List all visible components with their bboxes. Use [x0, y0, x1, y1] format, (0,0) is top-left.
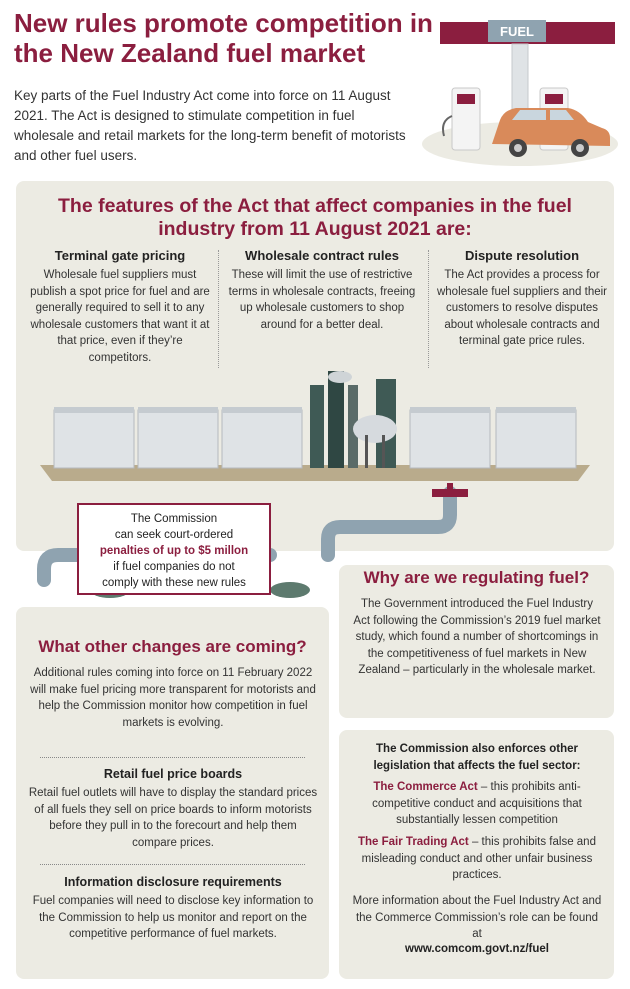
column-divider [428, 250, 429, 368]
shrub [270, 582, 310, 598]
features-heading: The features of the Act that affect companies in the fuel industry from 11 August 2021 are: [58, 195, 572, 240]
column-divider [218, 250, 219, 368]
disclosure-text: Fuel companies will need to disclose key information to the Commission to help us monitor and report on the competitive performance of fuel markets. [32, 895, 314, 940]
page-title: New rules promote competition in the New Zealand fuel market [14, 8, 433, 68]
section-divider [40, 757, 305, 758]
feature-title: Terminal gate pricing [54, 248, 186, 263]
refinery-towers [310, 371, 397, 468]
fair-trading-act-name: The Fair Trading Act [358, 836, 469, 848]
feature-wholesale-contract [226, 248, 418, 333]
feature-text: The Act provides a process for wholesale fuel suppliers and their customers to resolve disputes about wholesale contracts and terminal gate price rules. [436, 269, 608, 347]
why-heading: Why are we regulating fuel? [363, 568, 590, 587]
disclosure-title: Information disclosure requirements [64, 875, 282, 889]
intro-text: Key parts of the Fuel Industry Act come into force on 11 August 2021. The Act is designed to stimulate competition in fuel wholesale and retail markets for the long-term benefit of motorists and other fuel users. [14, 88, 406, 163]
enforce-intro: The Commission also enforces other legislation that affects the fuel sector: [373, 743, 581, 772]
commerce-act-name: The Commerce Act [373, 781, 478, 793]
feature-dispute-resolution [436, 248, 608, 350]
price-boards-text: Retail fuel outlets will have to display the standard prices of all fuels they sell on price boards to inform motorists before they pull in to the forecourt and help them compare prices. [28, 787, 318, 849]
penalty-amount: penalties of up to $5 millon [99, 545, 249, 557]
penalty-callout: The Commission can seek court-ordered penalties of up to $5 millon if fuel companies do not comply with these new rules [77, 503, 271, 595]
feature-title: Wholesale contract rules [245, 248, 399, 263]
feature-title: Dispute resolution [464, 248, 580, 263]
fair-trading-act-text: The Fair Trading Act – this prohibits false and misleading conduct and other unfair business practices. [358, 836, 596, 881]
feature-terminal-gate [30, 248, 210, 366]
why-text: The Government introduced the Fuel Industry Act following the Commission’s 2019 fuel market study, which found a number of shortcomings in the competitiveness of fuel markets in New Zealand – particularly in the wholesale market. [353, 598, 601, 676]
commerce-act-text: The Commerce Act – this prohibits anti-competitive conduct and acquisitions that substantially lessen competition [372, 781, 582, 826]
website-link[interactable]: www.comcom.govt.nz/fuel [405, 943, 549, 955]
more-info-text: More information about the Fuel Industry Act and the Commerce Commission’s role can be found at [352, 895, 602, 940]
fuel-sign-text: FUEL [500, 24, 534, 39]
other-changes-text: Additional rules coming into force on 11 February 2022 will make fuel pricing more transparent for motorists and help the Commission monitor how competition in fuel markets is evolving. [30, 667, 316, 729]
storage-tanks-left [54, 407, 302, 468]
feature-text: Wholesale fuel suppliers must publish a spot price for fuel and are generally required to sell it to any wholesale customers that want it at that price, even if they’re competitors. [30, 269, 210, 364]
section-divider [40, 864, 305, 865]
other-changes-heading: What other changes are coming? [38, 637, 307, 656]
price-boards-title: Retail fuel price boards [103, 767, 243, 781]
feature-text: These will limit the use of restrictive terms in wholesale contracts, freeing up wholesale customers to shop around for a better deal. [228, 269, 416, 331]
fuel-station-illustration [420, 16, 620, 166]
storage-tanks-right [410, 407, 576, 468]
